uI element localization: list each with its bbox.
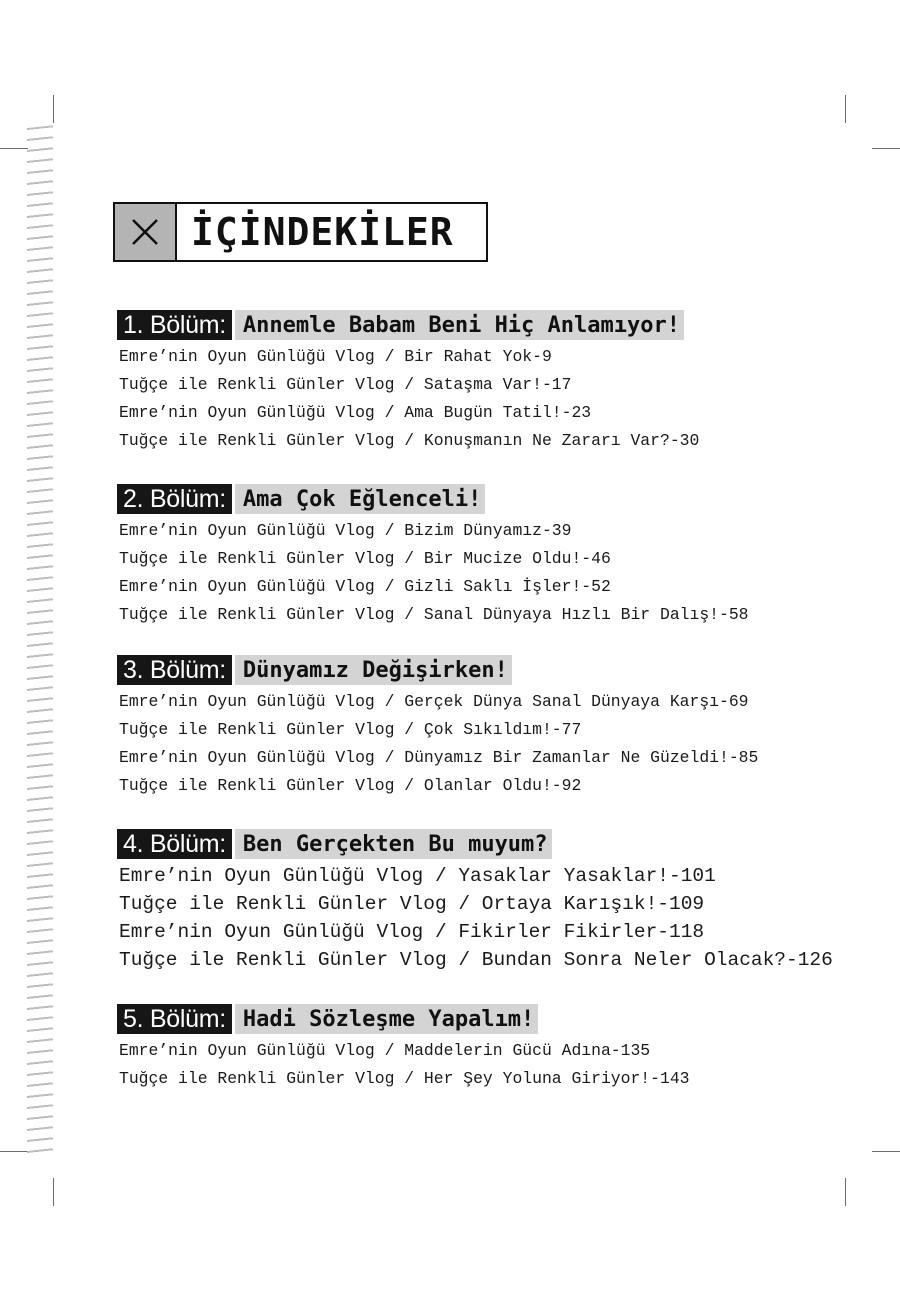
entry-list [117,862,833,974]
chapter-title: Ben Gerçekten Bu muyum? [235,829,552,859]
chapter-section-2 [117,484,749,629]
page-title: İÇİNDEKİLER [191,210,454,254]
crop-mark [53,95,54,123]
chapter-title: Hadi Sözleşme Yapalım! [235,1004,538,1034]
crop-mark [872,148,900,149]
toc-entry: Emre’nin Oyun Günlüğü Vlog / Gizli Saklı İşler!-52 [119,577,611,596]
chapter-number: 2. Bölüm: [117,484,232,514]
chapter-section-4 [117,829,833,974]
crop-mark [845,1178,846,1206]
chapter-heading [117,829,833,859]
chapter-title: Dünyamız Değişirken! [235,655,512,685]
toc-entry: Emre’nin Oyun Günlüğü Vlog / Bir Rahat Yok-9 [119,347,552,366]
chapter-number: 3. Bölüm: [117,655,232,685]
chapter-section-5 [117,1004,690,1093]
toc-entry: Emre’nin Oyun Günlüğü Vlog / Ama Bugün Tatil!-23 [119,403,592,422]
toc-entry: Emre’nin Oyun Günlüğü Vlog / Fikirler Fikirler-118 [119,921,705,943]
notebook-margin-lines [27,125,53,1158]
crop-mark [53,1178,54,1206]
chapter-section-3 [117,655,758,800]
chapter-heading [117,484,749,514]
contents-title-box [113,202,488,262]
chapter-number: 1. Bölüm: [117,310,232,340]
toc-entry: Tuğçe ile Renkli Günler Vlog / Sanal Dünyaya Hızlı Bir Dalış!-58 [119,605,749,624]
chapter-heading [117,1004,690,1034]
crop-mark [845,95,846,123]
toc-entry: Tuğçe ile Renkli Günler Vlog / Bir Mucize Oldu!-46 [119,549,611,568]
chapter-number: 4. Bölüm: [117,829,232,859]
chapter-heading [117,655,758,685]
toc-entry: Tuğçe ile Renkli Günler Vlog / Olanlar Oldu!-92 [119,776,582,795]
entry-list [117,1037,690,1093]
toc-entry: Emre’nin Oyun Günlüğü Vlog / Yasaklar Yasaklar!-101 [119,865,716,887]
toc-entry: Tuğçe ile Renkli Günler Vlog / Sataşma Var!-17 [119,375,572,394]
entry-list [117,343,699,455]
chapter-section-1 [117,310,699,455]
chapter-heading [117,310,699,340]
crop-mark [872,1151,900,1152]
crop-mark [0,148,28,149]
entry-list [117,517,749,629]
toc-entry: Emre’nin Oyun Günlüğü Vlog / Maddelerin Gücü Adına-135 [119,1041,651,1060]
toc-entry: Tuğçe ile Renkli Günler Vlog / Çok Sıkıldım!-77 [119,720,582,739]
chapter-number: 5. Bölüm: [117,1004,232,1034]
toc-entry: Tuğçe ile Renkli Günler Vlog / Konuşmanın Ne Zararı Var?-30 [119,431,700,450]
toc-entry: Tuğçe ile Renkli Günler Vlog / Bundan Sonra Neler Olacak?-126 [119,949,833,971]
toc-entry: Tuğçe ile Renkli Günler Vlog / Ortaya Karışık!-109 [119,893,705,915]
toc-entry: Emre’nin Oyun Günlüğü Vlog / Bizim Dünyamız-39 [119,521,572,540]
chapter-title: Ama Çok Eğlenceli! [235,484,485,514]
toc-entry: Emre’nin Oyun Günlüğü Vlog / Dünyamız Bir Zamanlar Ne Güzeldi!-85 [119,748,759,767]
toc-entry: Tuğçe ile Renkli Günler Vlog / Her Şey Yoluna Giriyor!-143 [119,1069,690,1088]
entry-list [117,688,758,800]
crop-mark [0,1151,28,1152]
close-x-icon [115,204,177,260]
toc-entry: Emre’nin Oyun Günlüğü Vlog / Gerçek Dünya Sanal Dünyaya Karşı-69 [119,692,749,711]
chapter-title: Annemle Babam Beni Hiç Anlamıyor! [235,310,684,340]
